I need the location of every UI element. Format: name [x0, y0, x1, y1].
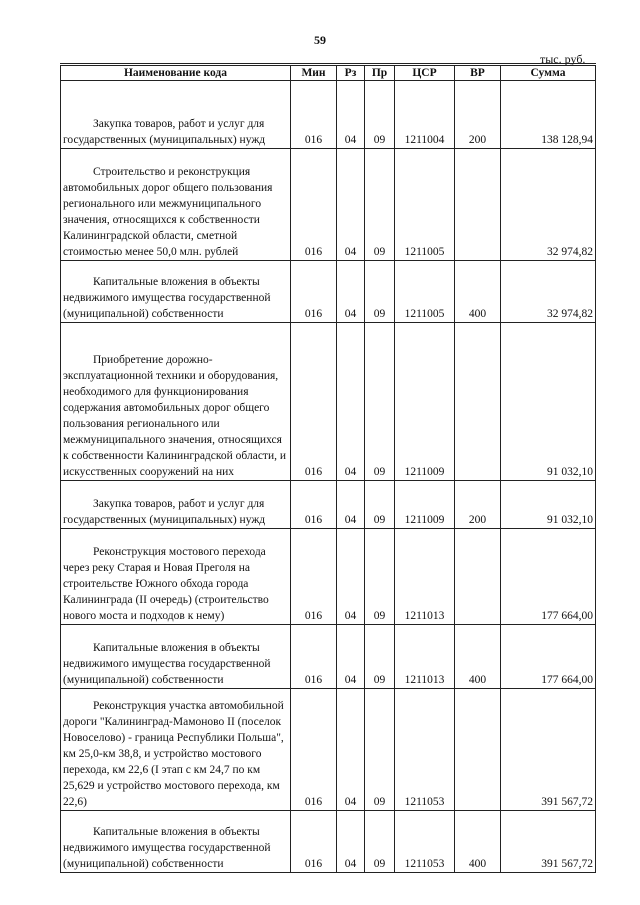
row-csr: 1211013 [395, 625, 455, 689]
row-pr: 09 [365, 261, 395, 323]
row-sum: 177 664,00 [501, 625, 596, 689]
table-row [61, 261, 596, 323]
row-rz: 04 [337, 811, 365, 873]
row-rz: 04 [337, 689, 365, 811]
row-pr: 09 [365, 529, 395, 625]
table-row [61, 625, 596, 689]
table-row [61, 811, 596, 873]
row-sum: 177 664,00 [501, 529, 596, 625]
row-csr: 1211053 [395, 689, 455, 811]
table-row [61, 81, 596, 149]
row-min: 016 [291, 811, 337, 873]
row-rz: 04 [337, 625, 365, 689]
row-vr: 200 [455, 481, 501, 529]
row-vr: 200 [455, 81, 501, 149]
row-min: 016 [291, 481, 337, 529]
header-csr: ЦСР [395, 65, 455, 81]
row-rz: 04 [337, 149, 365, 261]
row-rz: 04 [337, 261, 365, 323]
row-rz: 04 [337, 529, 365, 625]
row-vr [455, 529, 501, 625]
row-pr: 09 [365, 689, 395, 811]
row-csr: 1211053 [395, 811, 455, 873]
row-min: 016 [291, 261, 337, 323]
row-min: 016 [291, 323, 337, 481]
row-sum: 391 567,72 [501, 811, 596, 873]
row-sum: 91 032,10 [501, 323, 596, 481]
row-name: Строительство и реконструкция автомобильных дорог общего пользования регионального или межмуниципального значения, относящихся к собственности Калининградской области, сметной стоимостью менее 50,0 млн. рублей [61, 149, 291, 261]
header-name: Наименование кода [61, 65, 291, 81]
page-number: 59 [314, 33, 326, 47]
row-pr: 09 [365, 625, 395, 689]
header-rz: Рз [337, 65, 365, 81]
row-csr: 1211004 [395, 81, 455, 149]
header-pr: Пр [365, 65, 395, 81]
row-pr: 09 [365, 149, 395, 261]
row-sum: 32 974,82 [501, 149, 596, 261]
row-name: Капитальные вложения в объекты недвижимого имущества государственной (муниципальной) собственности [61, 811, 291, 873]
row-vr [455, 149, 501, 261]
units-label: тыс. руб. [540, 52, 586, 66]
row-name: Капитальные вложения в объекты недвижимого имущества государственной (муниципальной) собственности [61, 261, 291, 323]
budget-table [60, 63, 596, 873]
row-csr: 1211013 [395, 529, 455, 625]
table-header-row [61, 65, 596, 81]
row-name: Капитальные вложения в объекты недвижимого имущества государственной (муниципальной) собственности [61, 625, 291, 689]
row-pr: 09 [365, 323, 395, 481]
table-row [61, 481, 596, 529]
table-row [61, 323, 596, 481]
header-min: Мин [291, 65, 337, 81]
row-vr: 400 [455, 625, 501, 689]
row-name: Закупка товаров, работ и услуг для государственных (муниципальных) нужд [61, 81, 291, 149]
header-sum: Сумма [501, 65, 596, 81]
row-csr: 1211005 [395, 149, 455, 261]
row-vr [455, 689, 501, 811]
row-sum: 91 032,10 [501, 481, 596, 529]
row-vr [455, 323, 501, 481]
row-name: Реконструкция мостового перехода через реку Старая и Новая Преголя на строительстве Южного обхода города Калининграда (II очередь) (строительство нового моста и подходов к нему) [61, 529, 291, 625]
table-row [61, 529, 596, 625]
row-min: 016 [291, 529, 337, 625]
row-min: 016 [291, 81, 337, 149]
row-name: Реконструкция участка автомобильной дороги "Калининград-Мамоново II (поселок Новоселово) - граница Республики Польша", км 25,0-км 38,8, и устройство мостового перехода, км 22,6 (I этап с км 24,7 по км 25,629 и устройство мостового перехода, км 22,6) [61, 689, 291, 811]
row-sum: 32 974,82 [501, 261, 596, 323]
row-sum: 138 128,94 [501, 81, 596, 149]
row-pr: 09 [365, 81, 395, 149]
row-vr: 400 [455, 261, 501, 323]
header-vr: ВР [455, 65, 501, 81]
row-csr: 1211009 [395, 481, 455, 529]
row-rz: 04 [337, 323, 365, 481]
row-name: Закупка товаров, работ и услуг для государственных (муниципальных) нужд [61, 481, 291, 529]
row-csr: 1211009 [395, 323, 455, 481]
row-rz: 04 [337, 481, 365, 529]
row-min: 016 [291, 149, 337, 261]
row-pr: 09 [365, 811, 395, 873]
row-csr: 1211005 [395, 261, 455, 323]
row-min: 016 [291, 689, 337, 811]
row-sum: 391 567,72 [501, 689, 596, 811]
table-row [61, 149, 596, 261]
row-name: Приобретение дорожно-эксплуатационной техники и оборудования, необходимого для функционирования содержания автомобильных дорог общего пользования регионального или межмуниципального значения, относящихся к собственности Калининградской области, и искусственных сооружений на них [61, 323, 291, 481]
row-pr: 09 [365, 481, 395, 529]
row-vr: 400 [455, 811, 501, 873]
table-row [61, 689, 596, 811]
row-rz: 04 [337, 81, 365, 149]
row-min: 016 [291, 625, 337, 689]
